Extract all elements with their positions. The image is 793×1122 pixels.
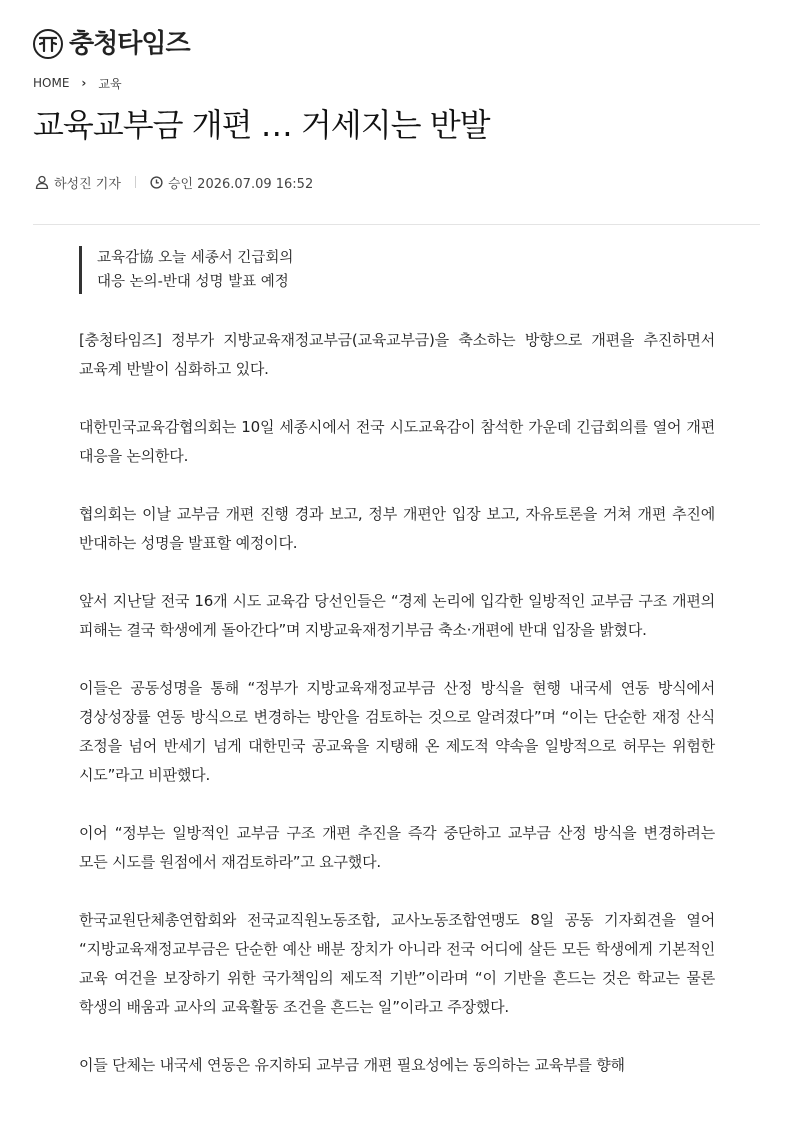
article-subtitle (79, 246, 293, 294)
article-paragraph: 한국교원단체총연합회와 전국교직원노동조합, 교사노동조합연맹도 8일 공동 기자회견을 열어 “지방교육재정교부금은 단순한 예산 배분 장치가 아니라 전국 어디에 살든 모든 학생에게 기본적인 교육 여건을 보장하기 위한 국가책임의 제도적 기반”이라며 “이 기반을 흔드는 것은 학교는 물론 학생의 배움과 교사의 교육활동 조건을 흔드는 일”이라고 주장했다. (79, 911, 715, 1016)
article-paragraph: 앞서 지난달 전국 16개 시도 교육감 당선인들은 “경제 논리에 입각한 일방적인 교부금 구조 개편의 피해는 결국 학생에게 돌아간다”며 지방교육재정기부금 축소·개편에 반대 입장을 밝혔다. (79, 592, 715, 639)
article-paragraph: 이들은 공동성명을 통해 “정부가 지방교육재정교부금 산정 방식을 현행 내국세 연동 방식에서 경상성장률 연동 방식으로 변경하는 방안을 검토하는 것으로 알려졌다”며 “이는 단순한 재정 산식 조정을 넘어 반세기 넘게 대한민국 공교육을 지탱해 온 제도적 약속을 일방적으로 허무는 위험한 시도”라고 비판했다. (79, 679, 715, 784)
logo-text: 충청타임즈 (69, 29, 190, 59)
reporter-info (35, 173, 121, 192)
header-divider (33, 224, 760, 225)
meta-divider (135, 176, 136, 188)
article-title: 교육교부금 개편 … 거세지는 반발 (33, 106, 490, 144)
article-paragraph: [충청타임즈] 정부가 지방교육재정교부금(교육교부금)을 축소하는 방향으로 개편을 추진하면서 교육계 반발이 심화하고 있다. (79, 331, 715, 378)
article-paragraph: 이들 단체는 내국세 연동은 유지하되 교부금 개편 필요성에는 동의하는 교육부를 향해 (79, 1056, 625, 1074)
breadcrumb (33, 74, 122, 92)
clock-icon (150, 176, 163, 189)
approval-datetime: 승인 2026.07.09 16:52 (167, 176, 314, 192)
reporter-name: 하성진 기자 (54, 176, 121, 192)
logo-mark-icon (33, 29, 63, 59)
site-logo[interactable] (33, 27, 190, 61)
breadcrumb-category-link[interactable]: 교육 (98, 76, 122, 91)
user-icon (35, 175, 49, 189)
article-meta (35, 172, 313, 192)
approval-info (150, 173, 313, 192)
subtitle-line: 대응 논의-반대 성명 발표 예정 (97, 274, 289, 290)
chevron-right-icon: › (81, 76, 87, 90)
breadcrumb-home-link[interactable]: HOME (33, 76, 70, 90)
subtitle-line: 교육감協 오늘 세종서 긴급회의 (97, 250, 294, 266)
article-paragraph: 이어 “정부는 일방적인 교부금 구조 개편 추진을 즉각 중단하고 교부금 산정 방식을 변경하려는 모든 시도를 원점에서 재검토하라”고 요구했다. (79, 824, 715, 871)
article-body (79, 326, 715, 1109)
article-paragraph: 협의회는 이날 교부금 개편 진행 경과 보고, 정부 개편안 입장 보고, 자유토론을 거쳐 개편 추진에 반대하는 성명을 발표할 예정이다. (79, 505, 715, 552)
article-paragraph: 대한민국교육감협의회는 10일 세종시에서 전국 시도교육감이 참석한 가운데 긴급회의를 열어 개편 대응을 논의한다. (79, 418, 715, 465)
